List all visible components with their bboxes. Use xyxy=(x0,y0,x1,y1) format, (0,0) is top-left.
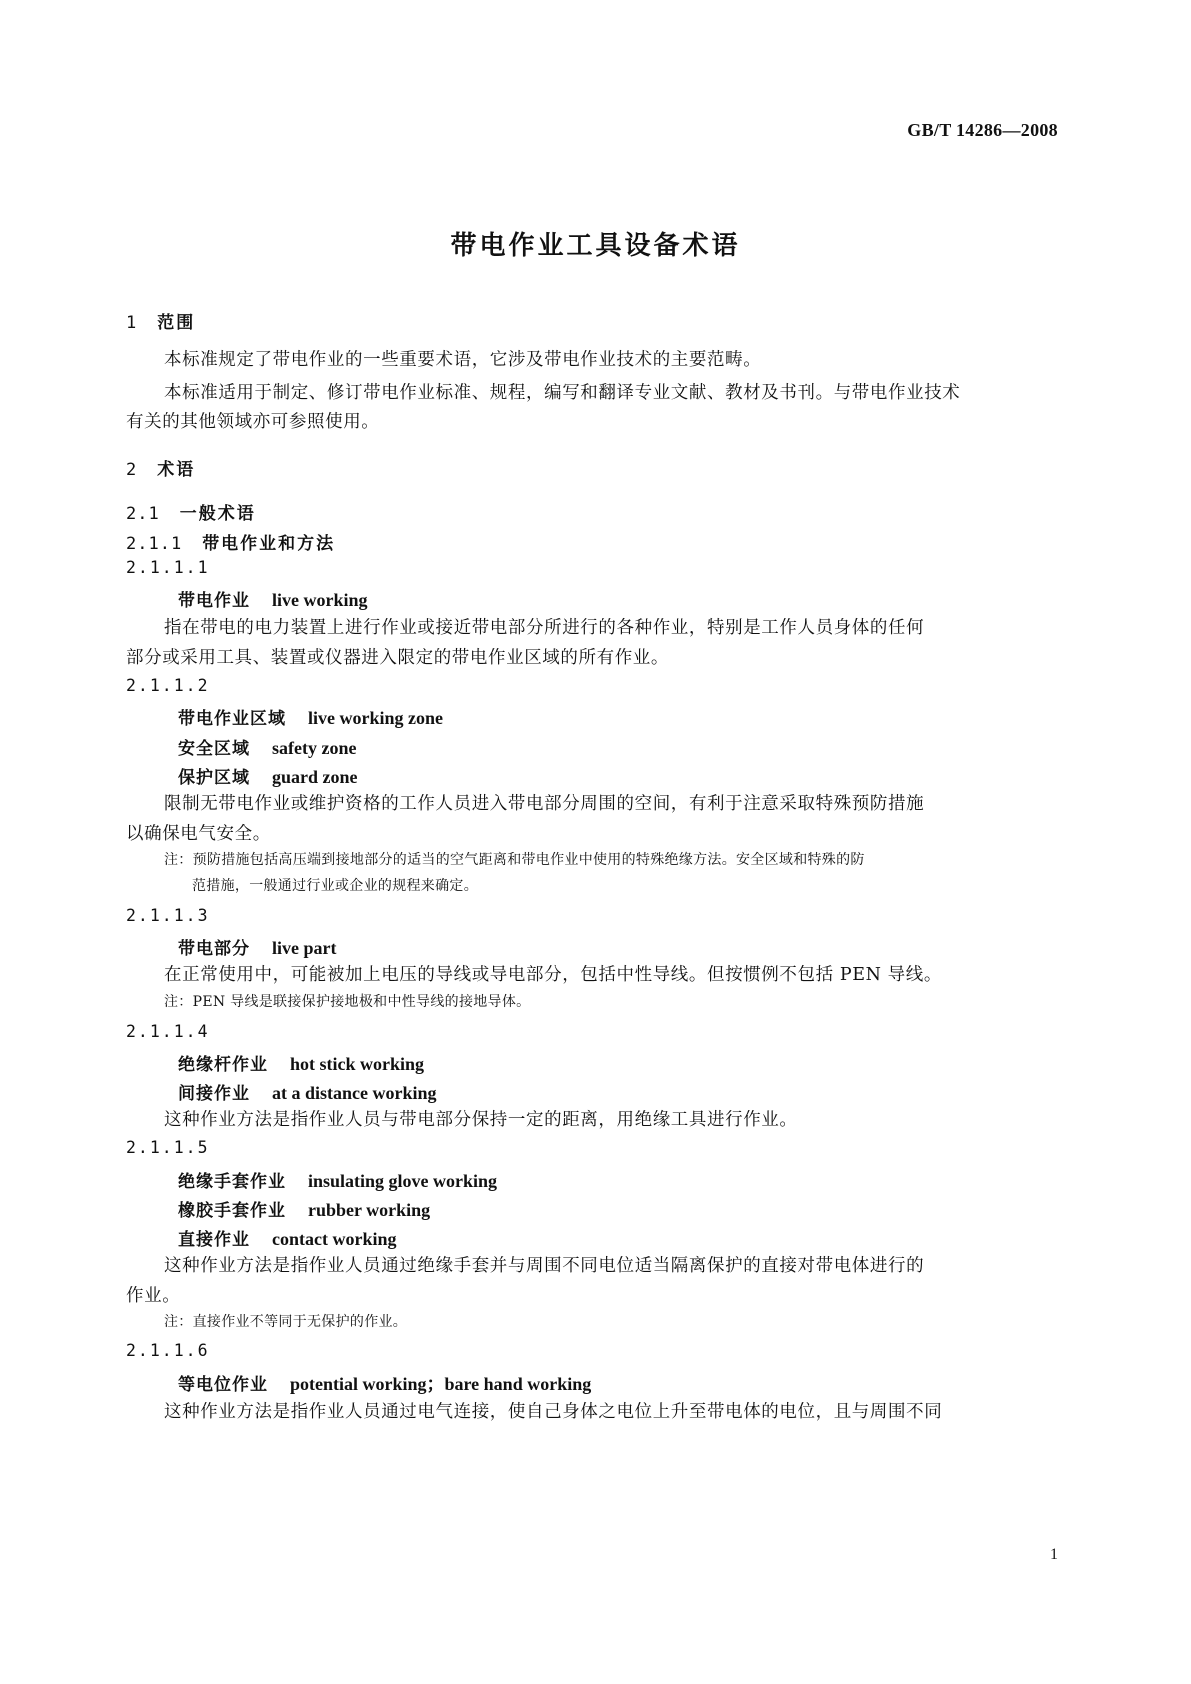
section-number: 2 xyxy=(126,460,138,480)
entry-number: 2.1.1.2 xyxy=(126,676,210,695)
term-english: live working zone xyxy=(308,708,443,728)
definition-line-1: 限制无带电作业或维护资格的工作人员进入带电部分周围的空间，有利于注意采取特殊预防措施 xyxy=(164,794,925,814)
term-line xyxy=(178,734,356,759)
section-title: 带电作业和方法 xyxy=(202,534,336,554)
document-title: 带电作业工具设备术语 xyxy=(450,231,741,261)
term-english: contact working xyxy=(272,1229,397,1249)
page-number: 1 xyxy=(1050,1546,1058,1563)
section-number: 2.1.1 xyxy=(126,534,183,554)
term-chinese: 绝缘杆作业 xyxy=(178,1055,268,1075)
term-chinese: 绝缘手套作业 xyxy=(178,1172,286,1192)
term-english: safety zone xyxy=(272,738,357,758)
definition-line-1: 这种作业方法是指作业人员通过绝缘手套并与周围不同电位适当隔离保护的直接对带电体进行的 xyxy=(164,1256,925,1276)
subsection-heading-general-terms xyxy=(126,499,256,524)
term-english: hot stick working xyxy=(290,1054,425,1074)
term-line xyxy=(178,763,358,788)
term-english: insulating glove working xyxy=(308,1171,498,1191)
definition-line-2: 作业。 xyxy=(126,1286,181,1306)
term-chinese: 带电作业区域 xyxy=(178,709,286,729)
scope-paragraph-1: 本标准规定了带电作业的一些重要术语，它涉及带电作业技术的主要范畴。 xyxy=(164,350,762,370)
term-english: live part xyxy=(272,938,337,958)
term-line xyxy=(178,1225,397,1250)
term-english: guard zone xyxy=(272,767,358,787)
section-heading-scope xyxy=(126,308,195,333)
section-heading-terms xyxy=(126,455,195,480)
section-title: 一般术语 xyxy=(179,504,256,524)
term-line xyxy=(178,586,368,611)
term-chinese: 等电位作业 xyxy=(178,1375,268,1395)
term-english: potential working；bare hand working xyxy=(290,1374,592,1394)
subsection-heading-methods xyxy=(126,529,335,554)
note-line-2: 范措施，一般通过行业或企业的规程来确定。 xyxy=(192,878,478,894)
note-line-1: 注：PEN 导线是联接保护接地极和中性导线的接地导体。 xyxy=(164,994,531,1010)
entry-number: 2.1.1.3 xyxy=(126,906,210,925)
term-chinese: 间接作业 xyxy=(178,1084,250,1104)
scope-paragraph-2-line-2: 有关的其他领域亦可参照使用。 xyxy=(126,412,380,432)
term-line xyxy=(178,1050,424,1075)
entry-number: 2.1.1.4 xyxy=(126,1022,210,1041)
term-chinese: 橡胶手套作业 xyxy=(178,1201,286,1221)
section-title: 术语 xyxy=(157,460,196,480)
term-line xyxy=(178,1079,437,1104)
term-line xyxy=(178,704,443,729)
entry-number: 2.1.1.6 xyxy=(126,1341,210,1360)
note-line-1: 注：预防措施包括高压端到接地部分的适当的空气距离和带电作业中使用的特殊绝缘方法。安全区域和特殊的防 xyxy=(164,852,865,868)
definition-line-1: 这种作业方法是指作业人员通过电气连接，使自己身体之电位上升至带电体的电位，且与周围不同 xyxy=(164,1402,943,1422)
definition-line-1: 指在带电的电力装置上进行作业或接近带电部分所进行的各种作业，特别是工作人员身体的任何 xyxy=(164,618,925,638)
definition-line-2: 以确保电气安全。 xyxy=(126,824,271,844)
term-line xyxy=(178,1196,430,1221)
scope-paragraph-2-line-1: 本标准适用于制定、修订带电作业标准、规程，编写和翻译专业文献、教材及书刊。与带电作业技术 xyxy=(164,383,961,403)
section-title: 范围 xyxy=(157,313,196,333)
term-line xyxy=(178,1370,591,1396)
term-chinese: 直接作业 xyxy=(178,1230,250,1250)
entry-number: 2.1.1.5 xyxy=(126,1138,210,1157)
term-chinese: 带电作业 xyxy=(178,591,250,611)
term-chinese: 带电部分 xyxy=(178,939,250,959)
definition-line-2: 部分或采用工具、装置或仪器进入限定的带电作业区域的所有作业。 xyxy=(126,648,669,668)
term-english: at a distance working xyxy=(272,1083,437,1103)
note-line-1: 注：直接作业不等同于无保护的作业。 xyxy=(164,1314,408,1330)
section-number: 2.1 xyxy=(126,504,160,524)
definition-line-1: 在正常使用中，可能被加上电压的导线或导电部分，包括中性导线。但按惯例不包括 PEN 导线。 xyxy=(164,965,942,985)
term-english: rubber working xyxy=(308,1200,431,1220)
term-chinese: 保护区域 xyxy=(178,768,250,788)
entry-number: 2.1.1.1 xyxy=(126,558,210,577)
section-number: 1 xyxy=(126,313,138,333)
definition-line-1: 这种作业方法是指作业人员与带电部分保持一定的距离，用绝缘工具进行作业。 xyxy=(164,1110,798,1130)
term-english: live working xyxy=(272,590,368,610)
standard-number: GB/T 14286—2008 xyxy=(907,120,1058,140)
term-line xyxy=(178,934,337,959)
term-line xyxy=(178,1167,497,1192)
term-chinese: 安全区域 xyxy=(178,739,250,759)
